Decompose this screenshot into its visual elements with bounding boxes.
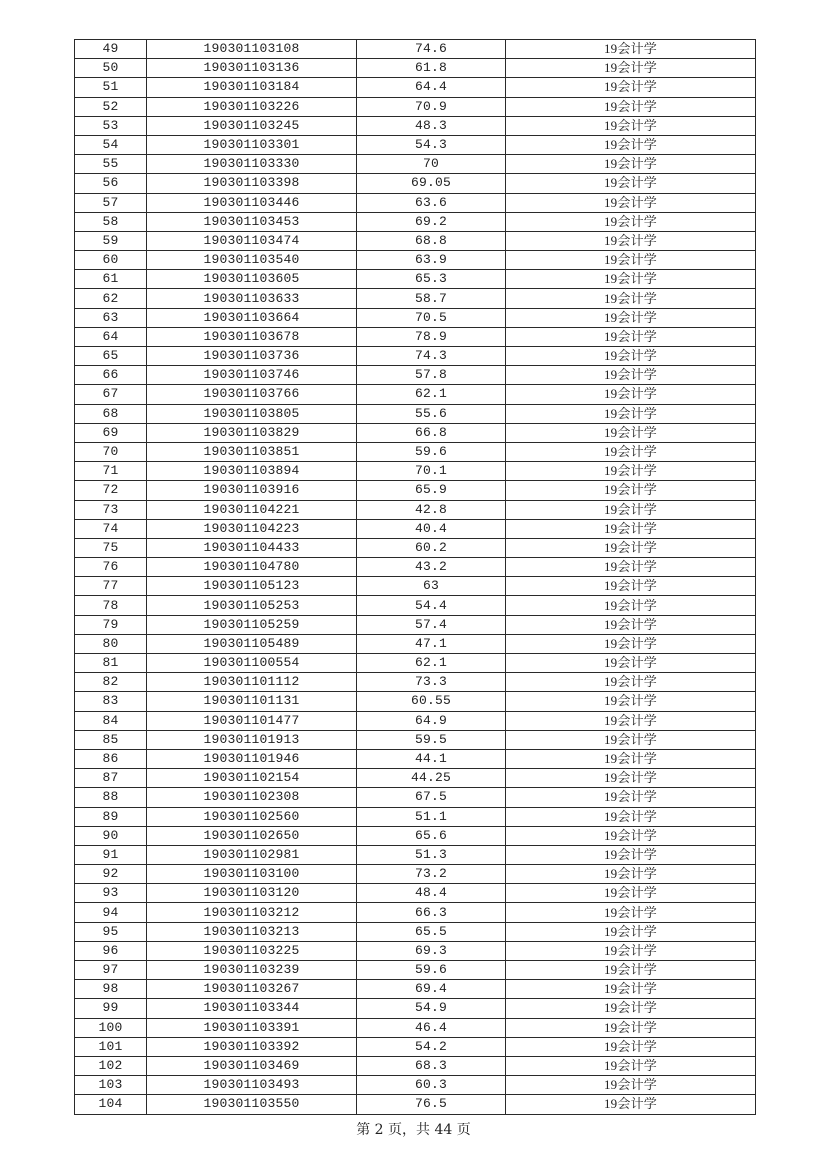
student-id-cell: 190301104221 [147, 500, 357, 519]
class-name-cell: 19会计学 [506, 97, 756, 116]
student-id-cell: 190301105253 [147, 596, 357, 615]
student-id-cell: 190301103398 [147, 174, 357, 193]
score-cell: 63.6 [357, 193, 506, 212]
table-row [75, 903, 756, 922]
class-name-cell: 19会计学 [506, 980, 756, 999]
score-cell: 62.1 [357, 654, 506, 673]
class-name-cell: 19会计学 [506, 634, 756, 653]
row-number-cell: 89 [75, 807, 147, 826]
class-name-cell: 19会计学 [506, 558, 756, 577]
student-id-cell: 190301105123 [147, 577, 357, 596]
class-name-cell: 19会计学 [506, 289, 756, 308]
table-row [75, 423, 756, 442]
table-row [75, 692, 756, 711]
row-number-cell: 52 [75, 97, 147, 116]
table-row [75, 922, 756, 941]
score-cell: 68.3 [357, 1056, 506, 1075]
score-cell: 46.4 [357, 1018, 506, 1037]
student-id-cell: 190301103120 [147, 884, 357, 903]
table-row [75, 404, 756, 423]
row-number-cell: 78 [75, 596, 147, 615]
row-number-cell: 100 [75, 1018, 147, 1037]
class-name-cell: 19会计学 [506, 769, 756, 788]
table-row [75, 980, 756, 999]
table-row [75, 347, 756, 366]
class-name-cell: 19会计学 [506, 845, 756, 864]
student-id-cell: 190301102308 [147, 788, 357, 807]
row-number-cell: 60 [75, 251, 147, 270]
table-row [75, 442, 756, 461]
class-name-cell: 19会计学 [506, 692, 756, 711]
class-name-cell: 19会计学 [506, 116, 756, 135]
student-id-cell: 190301103108 [147, 40, 357, 59]
class-name-cell: 19会计学 [506, 423, 756, 442]
row-number-cell: 99 [75, 999, 147, 1018]
student-id-cell: 190301103829 [147, 423, 357, 442]
table-row [75, 807, 756, 826]
table-row [75, 193, 756, 212]
row-number-cell: 51 [75, 78, 147, 97]
class-name-cell: 19会计学 [506, 347, 756, 366]
score-cell: 61.8 [357, 59, 506, 78]
class-name-cell: 19会计学 [506, 270, 756, 289]
table-row [75, 577, 756, 596]
row-number-cell: 63 [75, 308, 147, 327]
table-row [75, 270, 756, 289]
row-number-cell: 98 [75, 980, 147, 999]
table-row [75, 116, 756, 135]
table-row [75, 97, 756, 116]
student-id-cell: 190301103239 [147, 961, 357, 980]
student-id-cell: 190301104780 [147, 558, 357, 577]
row-number-cell: 94 [75, 903, 147, 922]
row-number-cell: 70 [75, 442, 147, 461]
table-row [75, 1095, 756, 1114]
student-id-cell: 190301103746 [147, 366, 357, 385]
table-row [75, 212, 756, 231]
score-cell: 65.3 [357, 270, 506, 289]
table-row [75, 308, 756, 327]
row-number-cell: 65 [75, 347, 147, 366]
row-number-cell: 79 [75, 615, 147, 634]
student-id-cell: 190301103805 [147, 404, 357, 423]
student-id-cell: 190301102981 [147, 845, 357, 864]
row-number-cell: 82 [75, 673, 147, 692]
student-id-cell: 190301103453 [147, 212, 357, 231]
student-id-cell: 190301103267 [147, 980, 357, 999]
table-row [75, 385, 756, 404]
class-name-cell: 19会计学 [506, 1095, 756, 1114]
student-id-cell: 190301103894 [147, 462, 357, 481]
table-row [75, 788, 756, 807]
score-cell: 54.4 [357, 596, 506, 615]
score-cell: 55.6 [357, 404, 506, 423]
table-row [75, 500, 756, 519]
row-number-cell: 71 [75, 462, 147, 481]
class-name-cell: 19会计学 [506, 961, 756, 980]
student-id-cell: 190301103493 [147, 1076, 357, 1095]
score-cell: 69.3 [357, 941, 506, 960]
table-row [75, 826, 756, 845]
row-number-cell: 85 [75, 730, 147, 749]
table-row [75, 366, 756, 385]
score-cell: 70.9 [357, 97, 506, 116]
row-number-cell: 77 [75, 577, 147, 596]
score-cell: 59.5 [357, 730, 506, 749]
score-cell: 65.5 [357, 922, 506, 941]
class-name-cell: 19会计学 [506, 865, 756, 884]
student-id-cell: 190301103540 [147, 251, 357, 270]
table-row [75, 135, 756, 154]
student-id-cell: 190301103330 [147, 155, 357, 174]
class-name-cell: 19会计学 [506, 730, 756, 749]
class-name-cell: 19会计学 [506, 442, 756, 461]
class-name-cell: 19会计学 [506, 366, 756, 385]
row-number-cell: 69 [75, 423, 147, 442]
student-id-cell: 190301103391 [147, 1018, 357, 1037]
class-name-cell: 19会计学 [506, 749, 756, 768]
score-cell: 69.05 [357, 174, 506, 193]
row-number-cell: 62 [75, 289, 147, 308]
row-number-cell: 50 [75, 59, 147, 78]
student-id-cell: 190301103136 [147, 59, 357, 78]
student-id-cell: 190301103469 [147, 1056, 357, 1075]
row-number-cell: 49 [75, 40, 147, 59]
table-row [75, 231, 756, 250]
row-number-cell: 95 [75, 922, 147, 941]
score-cell: 44.1 [357, 749, 506, 768]
row-number-cell: 87 [75, 769, 147, 788]
score-cell: 64.9 [357, 711, 506, 730]
score-cell: 64.4 [357, 78, 506, 97]
student-id-cell: 190301105259 [147, 615, 357, 634]
score-cell: 44.25 [357, 769, 506, 788]
score-cell: 40.4 [357, 519, 506, 538]
row-number-cell: 104 [75, 1095, 147, 1114]
row-number-cell: 54 [75, 135, 147, 154]
row-number-cell: 86 [75, 749, 147, 768]
table-row [75, 289, 756, 308]
student-id-cell: 190301101913 [147, 730, 357, 749]
score-cell: 74.6 [357, 40, 506, 59]
score-cell: 42.8 [357, 500, 506, 519]
class-name-cell: 19会计学 [506, 59, 756, 78]
class-name-cell: 19会计学 [506, 922, 756, 941]
row-number-cell: 80 [75, 634, 147, 653]
score-cell: 66.8 [357, 423, 506, 442]
score-cell: 63.9 [357, 251, 506, 270]
student-id-cell: 190301105489 [147, 634, 357, 653]
score-cell: 70.5 [357, 308, 506, 327]
student-id-cell: 190301102560 [147, 807, 357, 826]
student-id-cell: 190301103851 [147, 442, 357, 461]
score-cell: 59.6 [357, 961, 506, 980]
student-id-cell: 190301102154 [147, 769, 357, 788]
table-row [75, 845, 756, 864]
student-id-cell: 190301101131 [147, 692, 357, 711]
score-cell: 78.9 [357, 327, 506, 346]
row-number-cell: 91 [75, 845, 147, 864]
table-row [75, 519, 756, 538]
class-name-cell: 19会计学 [506, 40, 756, 59]
class-name-cell: 19会计学 [506, 231, 756, 250]
class-name-cell: 19会计学 [506, 327, 756, 346]
student-id-cell: 190301103664 [147, 308, 357, 327]
table-row [75, 327, 756, 346]
row-number-cell: 57 [75, 193, 147, 212]
table-row [75, 999, 756, 1018]
table-row [75, 1056, 756, 1075]
student-id-cell: 190301102650 [147, 826, 357, 845]
score-cell: 65.9 [357, 481, 506, 500]
class-name-cell: 19会计学 [506, 519, 756, 538]
score-cell: 69.4 [357, 980, 506, 999]
score-cell: 68.8 [357, 231, 506, 250]
score-cell: 70.1 [357, 462, 506, 481]
student-id-cell: 190301104433 [147, 538, 357, 557]
score-cell: 58.7 [357, 289, 506, 308]
table-row [75, 558, 756, 577]
row-number-cell: 90 [75, 826, 147, 845]
table-row [75, 961, 756, 980]
table-row [75, 711, 756, 730]
row-number-cell: 92 [75, 865, 147, 884]
class-name-cell: 19会计学 [506, 1037, 756, 1056]
class-name-cell: 19会计学 [506, 884, 756, 903]
score-cell: 63 [357, 577, 506, 596]
table-row [75, 174, 756, 193]
score-cell: 60.2 [357, 538, 506, 557]
class-name-cell: 19会计学 [506, 385, 756, 404]
student-id-cell: 190301101946 [147, 749, 357, 768]
row-number-cell: 66 [75, 366, 147, 385]
table-row [75, 40, 756, 59]
class-name-cell: 19会计学 [506, 155, 756, 174]
row-number-cell: 97 [75, 961, 147, 980]
class-name-cell: 19会计学 [506, 212, 756, 231]
class-name-cell: 19会计学 [506, 500, 756, 519]
student-id-cell: 190301100554 [147, 654, 357, 673]
score-cell: 62.1 [357, 385, 506, 404]
row-number-cell: 58 [75, 212, 147, 231]
score-cell: 48.4 [357, 884, 506, 903]
score-cell: 66.3 [357, 903, 506, 922]
table-row [75, 155, 756, 174]
table-row [75, 78, 756, 97]
table-row [75, 1076, 756, 1095]
score-cell: 43.2 [357, 558, 506, 577]
student-id-cell: 190301103212 [147, 903, 357, 922]
row-number-cell: 83 [75, 692, 147, 711]
score-cell: 65.6 [357, 826, 506, 845]
table-row [75, 596, 756, 615]
score-cell: 60.3 [357, 1076, 506, 1095]
table-row [75, 1037, 756, 1056]
score-cell: 70 [357, 155, 506, 174]
table-row [75, 1018, 756, 1037]
score-cell: 57.4 [357, 615, 506, 634]
student-id-cell: 190301103301 [147, 135, 357, 154]
score-cell: 60.55 [357, 692, 506, 711]
score-table [74, 39, 756, 1115]
score-cell: 73.3 [357, 673, 506, 692]
score-cell: 51.1 [357, 807, 506, 826]
student-id-cell: 190301101477 [147, 711, 357, 730]
row-number-cell: 103 [75, 1076, 147, 1095]
student-id-cell: 190301103100 [147, 865, 357, 884]
student-id-cell: 190301104223 [147, 519, 357, 538]
class-name-cell: 19会计学 [506, 404, 756, 423]
student-id-cell: 190301103225 [147, 941, 357, 960]
row-number-cell: 81 [75, 654, 147, 673]
score-cell: 54.9 [357, 999, 506, 1018]
table-row [75, 462, 756, 481]
class-name-cell: 19会计学 [506, 615, 756, 634]
student-id-cell: 190301103678 [147, 327, 357, 346]
class-name-cell: 19会计学 [506, 251, 756, 270]
class-name-cell: 19会计学 [506, 462, 756, 481]
class-name-cell: 19会计学 [506, 78, 756, 97]
score-cell: 74.3 [357, 347, 506, 366]
student-id-cell: 190301103736 [147, 347, 357, 366]
class-name-cell: 19会计学 [506, 577, 756, 596]
class-name-cell: 19会计学 [506, 135, 756, 154]
table-row [75, 251, 756, 270]
row-number-cell: 88 [75, 788, 147, 807]
table-row [75, 654, 756, 673]
student-id-cell: 190301103605 [147, 270, 357, 289]
class-name-cell: 19会计学 [506, 903, 756, 922]
page-footer: 第 2 页，共 44 页 [356, 1122, 471, 1138]
class-name-cell: 19会计学 [506, 826, 756, 845]
class-name-cell: 19会计学 [506, 596, 756, 615]
row-number-cell: 96 [75, 941, 147, 960]
class-name-cell: 19会计学 [506, 673, 756, 692]
table-row [75, 634, 756, 653]
row-number-cell: 67 [75, 385, 147, 404]
student-id-cell: 190301103184 [147, 78, 357, 97]
table-row [75, 538, 756, 557]
score-cell: 54.2 [357, 1037, 506, 1056]
class-name-cell: 19会计学 [506, 174, 756, 193]
row-number-cell: 93 [75, 884, 147, 903]
class-name-cell: 19会计学 [506, 1056, 756, 1075]
student-id-cell: 190301103245 [147, 116, 357, 135]
class-name-cell: 19会计学 [506, 538, 756, 557]
class-name-cell: 19会计学 [506, 807, 756, 826]
table-row [75, 481, 756, 500]
student-id-cell: 190301103550 [147, 1095, 357, 1114]
row-number-cell: 53 [75, 116, 147, 135]
row-number-cell: 73 [75, 500, 147, 519]
row-number-cell: 61 [75, 270, 147, 289]
student-id-cell: 190301103766 [147, 385, 357, 404]
score-cell: 57.8 [357, 366, 506, 385]
class-name-cell: 19会计学 [506, 193, 756, 212]
table-row [75, 941, 756, 960]
row-number-cell: 84 [75, 711, 147, 730]
table-row [75, 59, 756, 78]
student-id-cell: 190301101112 [147, 673, 357, 692]
row-number-cell: 75 [75, 538, 147, 557]
class-name-cell: 19会计学 [506, 308, 756, 327]
table-row [75, 673, 756, 692]
row-number-cell: 72 [75, 481, 147, 500]
score-cell: 51.3 [357, 845, 506, 864]
score-cell: 47.1 [357, 634, 506, 653]
student-id-cell: 190301103446 [147, 193, 357, 212]
score-cell: 69.2 [357, 212, 506, 231]
student-id-cell: 190301103633 [147, 289, 357, 308]
row-number-cell: 55 [75, 155, 147, 174]
class-name-cell: 19会计学 [506, 1076, 756, 1095]
row-number-cell: 102 [75, 1056, 147, 1075]
score-cell: 67.5 [357, 788, 506, 807]
class-name-cell: 19会计学 [506, 654, 756, 673]
class-name-cell: 19会计学 [506, 711, 756, 730]
row-number-cell: 56 [75, 174, 147, 193]
class-name-cell: 19会计学 [506, 941, 756, 960]
student-id-cell: 190301103226 [147, 97, 357, 116]
table-row [75, 769, 756, 788]
student-id-cell: 190301103392 [147, 1037, 357, 1056]
score-cell: 73.2 [357, 865, 506, 884]
row-number-cell: 101 [75, 1037, 147, 1056]
student-id-cell: 190301103916 [147, 481, 357, 500]
table-row [75, 749, 756, 768]
score-table-body [75, 40, 756, 1115]
table-row [75, 615, 756, 634]
student-id-cell: 190301103213 [147, 922, 357, 941]
score-cell: 54.3 [357, 135, 506, 154]
row-number-cell: 59 [75, 231, 147, 250]
class-name-cell: 19会计学 [506, 999, 756, 1018]
table-row [75, 865, 756, 884]
class-name-cell: 19会计学 [506, 788, 756, 807]
row-number-cell: 64 [75, 327, 147, 346]
table-row [75, 884, 756, 903]
student-id-cell: 190301103474 [147, 231, 357, 250]
row-number-cell: 74 [75, 519, 147, 538]
table-row [75, 730, 756, 749]
score-cell: 76.5 [357, 1095, 506, 1114]
score-cell: 48.3 [357, 116, 506, 135]
row-number-cell: 76 [75, 558, 147, 577]
row-number-cell: 68 [75, 404, 147, 423]
score-cell: 59.6 [357, 442, 506, 461]
class-name-cell: 19会计学 [506, 481, 756, 500]
class-name-cell: 19会计学 [506, 1018, 756, 1037]
student-id-cell: 190301103344 [147, 999, 357, 1018]
